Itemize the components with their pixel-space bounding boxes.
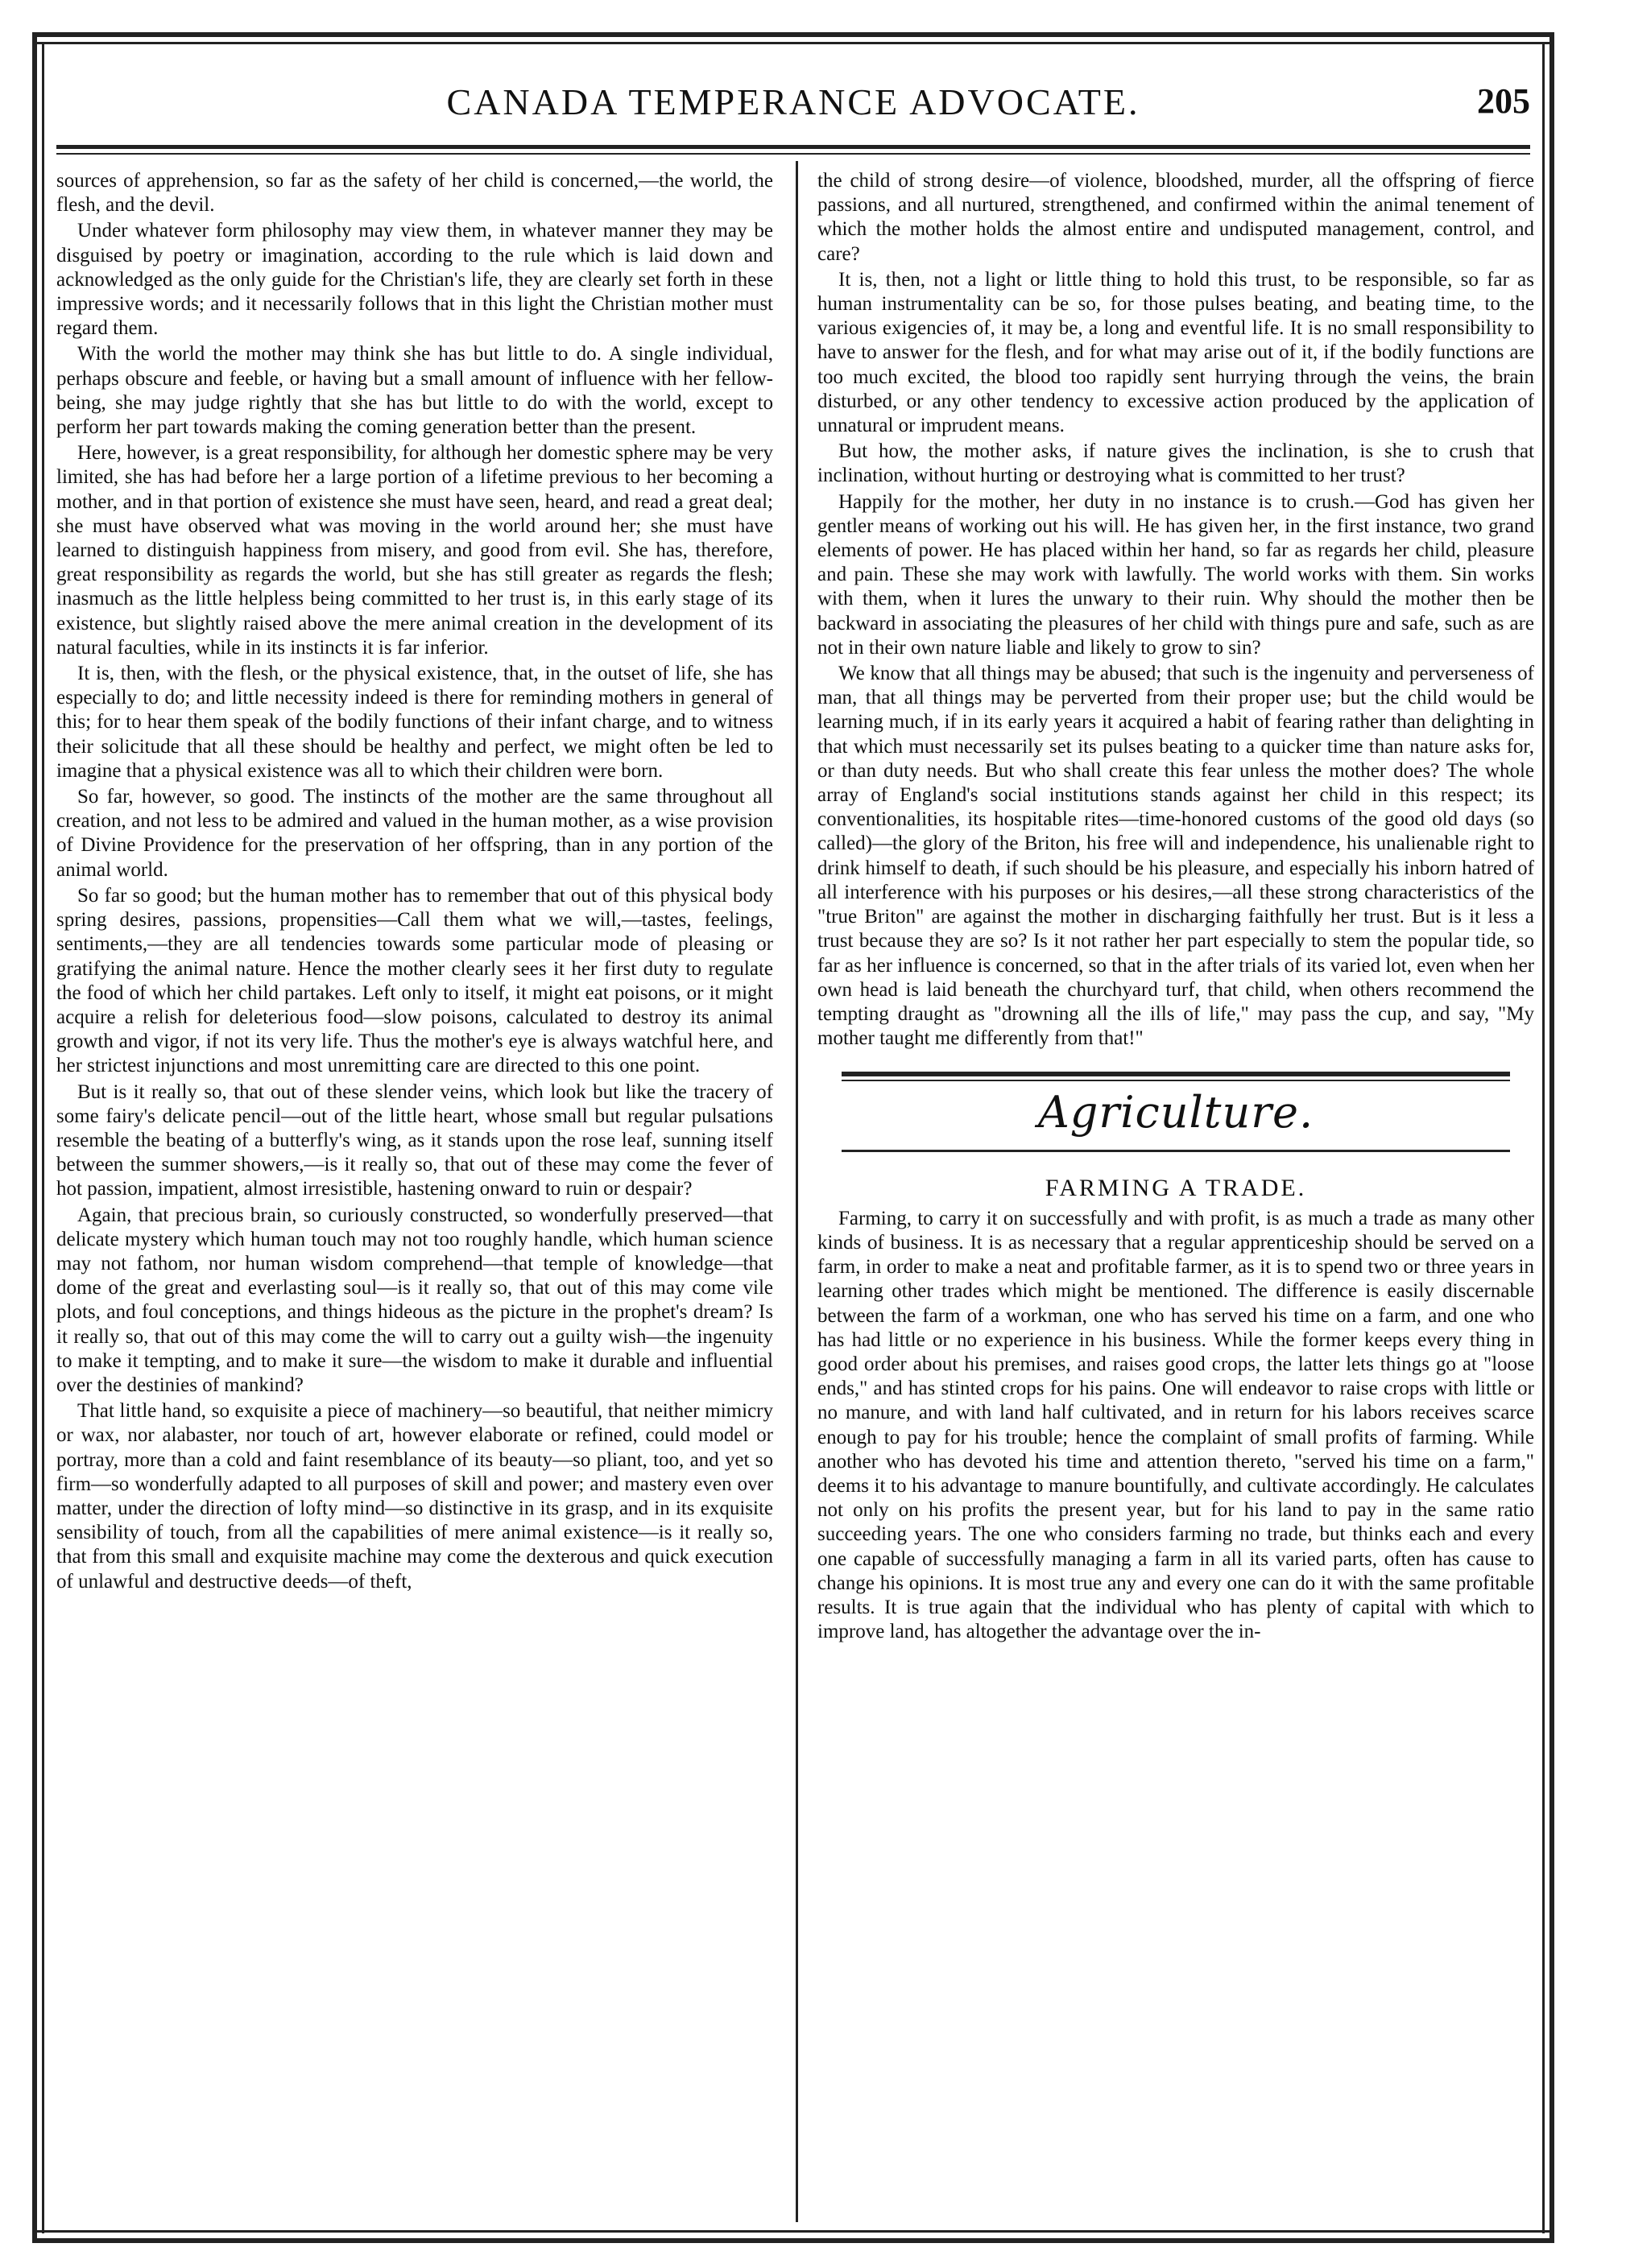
article-paragraph: But how, the mother asks, if nature gives the inclination, is she to crush that inclination, without hurting or destroying what is committed to her trust? <box>817 440 1534 487</box>
page-number: 205 <box>1477 81 1530 121</box>
page-header <box>56 81 1530 137</box>
publication-title: CANADA TEMPERANCE ADVOCATE. <box>446 81 1140 122</box>
article-paragraph: Here, however, is a great responsibility, for although her domestic sphere may be very limited, she has had before her a large portion of a lifetime previous to her becoming a mother, and in that portion of existence she must have seen, heard, and read a great deal; she must have observed what was moving in the world around her; she must have learned to distinguish happiness from misery, and good from evil. She has, therefore, great responsibility as regards the world, but she has still greater as regards the flesh; inasmuch as the little helpless being committed to her trust is, in this early stage of its existence, but slightly raised above the mere animal creation in the development of its natural faculties, while in its instincts it is far inferior. <box>56 442 773 659</box>
article-paragraph: That little hand, so exquisite a piece of machinery—so beautiful, that neither mimicry or wax, nor alabaster, nor touch of art, however elaborate or refined, could model or portray, more than a cold and faint resemblance of its beauty—so pliant, too, and yet so firm—so wonderfully adapted to all purposes of skill and power; and mastery even over matter, under the direction of lofty mind—so distinctive in its grasp, and in its exquisite sensibility of touch, from all the capabilities of mere animal existence—is it really so, that from this small and exquisite machine may come the dexterous and quick execution of unlawful and destructive deeds—of theft, <box>56 1400 773 1593</box>
article-paragraph: So far so good; but the human mother has to remember that out of this physical body spring desires, passions, propensities—Call them what we will,—tastes, feelings, sentiments,—they are all tendencies towards some particular mode of pleasing or gratifying the animal nature. Hence the mother clearly sees it her first duty to regulate the food of which her child partakes. Left only to itself, it might eat poisons, or it might acquire a relish for deleterious food—slow poisons, calculated to destroy its animal growth and vigor, if not its very life. Thus the mother's eye is always watchful here, and her strictest injunctions and most unremitting care are directed to this one point. <box>56 884 773 1077</box>
right-column <box>817 169 1534 2214</box>
article-paragraph: It is, then, not a light or little thing to hold this trust, to be responsible, so far as human instrumentality can be so, for those pulses beating, and beating time, to the various exigencies of, it may be, a long and eventful life. It is no small responsibility to have to answer for the flesh, and for what may arise out of it, if the bodily functions are too much excited, the blood too rapidly sent hurrying through the veins, the brain disturbed, or any other tendency to excessive action produced by the application of unnatural or imprudent means. <box>817 268 1534 437</box>
header-rule <box>56 153 1530 155</box>
column-divider <box>796 161 798 2222</box>
article-paragraph: It is, then, with the flesh, or the physical existence, that, in the outset of life, she has especially to do; and little necessity indeed is there for reminding mothers in general of this; for to hear them speak of the bodily functions of their infant charge, and to witness their solicitude that all these should be healthy and perfect, we might often be led to imagine that a physical existence was all to which their children were born. <box>56 663 773 782</box>
article-paragraph: Under whatever form philosophy may view them, in whatever manner they may be disguised by poetry or imagination, according to the rule which is laid down and acknowledged as the only guide for the Christian's life, they are clearly set forth in these impressive words; and it necessarily follows that in this light the Christian mother must regard them. <box>56 220 773 340</box>
border-rule <box>32 2230 1554 2233</box>
article-title: FARMING A TRADE. <box>1045 1174 1307 1201</box>
article-paragraph: sources of apprehension, so far as the safety of her child is concerned,—the world, the flesh, and the devil. <box>56 170 773 217</box>
article-paragraph: the child of strong desire—of violence, bloodshed, murder, all the offspring of fierce passions, and all nurtured, strengthened, and confirmed within the animal tenement of which the mother holds the almost entire and undisputed management, control, and care? <box>817 170 1534 265</box>
section-heading: Agriculture. <box>1037 1087 1314 1138</box>
article-paragraph: With the world the mother may think she has but little to do. A single individual, perhaps obscure and feeble, or having but a small amount of influence with her fellow-being, she may judge rightly that she has but little to do with the world, except to perform her part towards making the coming generation better than the present. <box>56 343 773 439</box>
section-rule <box>842 1150 1510 1152</box>
border-rule <box>42 42 44 2233</box>
border-rule <box>32 42 1554 44</box>
section-rule <box>842 1080 1510 1081</box>
article-paragraph: Happily for the mother, her duty in no instance is to crush.—God has given her gentler means of working out his will. He has given her, in the first instance, two grand elements of power. He has placed within her hand, so far as regards her child, pleasure and pain. These she may work with lawfully. The world works with them. Sin works with them, when it lures the unwary to their ruin. Why should the mother then be backward in associating the pleasures of her child with things pure and safe, such as are not in their own nature liable and likely to grow to sin? <box>817 490 1534 659</box>
header-rule <box>56 145 1530 149</box>
article-paragraph: Farming, to carry it on successfully and with profit, is as much a trade as many other kinds of business. It is as necessary that a regular apprenticeship should be served on a farm, in order to make a neat and profitable farmer, as it is to spend two or three years in learning other trades which might be mentioned. The difference is easily discernable between the farm of a workman, one who has served his time on a farm, and one who has had little or no experience in his business. While the former keeps every thing in good order about his premises, and raises good crops, the latter lets things go at "loose ends," and has stinted crops for his pains. One will endeavor to raise crops with little or no manure, and with land half cultivated, and in return for his labors receives scarce enough to pay for his trouble; hence the complaint of small profits of farming. While another who has devoted his time and attention thereto, "served his time on a farm," deems it to his advantage to manure bountifully, and cultivate accordingly. He calculates not only on his profits the present year, but for his land to pay in the same ratio succeeding years. The one who considers farming no trade, but thinks each and every one capable of successfully managing a farm in all its varied parts, often has cause to change his opinions. It is most true any and every one can do it with the same profitable results. It is true again that the individual who has plenty of capital with which to improve land, has altogether the advantage over the in- <box>817 1207 1534 1643</box>
section-rule <box>842 1072 1510 1076</box>
border-rule <box>1542 42 1545 2233</box>
newspaper-page <box>32 32 1554 2238</box>
left-column <box>56 169 773 2214</box>
article-paragraph: So far, however, so good. The instincts of the mother are the same throughout all creation, and not less to be admired and valued in the human mother, as a wise provision of Divine Providence for the preservation of her offspring, than in any portion of the animal world. <box>56 786 773 881</box>
border-rule <box>32 32 1554 37</box>
border-rule <box>32 32 37 2243</box>
border-rule <box>1549 32 1554 2243</box>
border-rule <box>32 2238 1554 2243</box>
article-paragraph: We know that all things may be abused; that such is the ingenuity and perverseness of man, that all things may be perverted from their proper use; but the child would be learning much, if in its early years it acquired a habit of fearing rather than delighting in that which must necessarily set its pulses beating to a quicker time than nature asks for, or than duty needs. But who shall create this fear unless the mother does? The whole array of England's social institutions stands against her child in this respect; its conventionalities, its hospitable rites—time-honored customs of the good old days (so called)—the glory of the Briton, his free will and independence, his unalienable right to drink himself to death, if such should be his pleasure, and especially his inborn hatred of all interference with his purposes or his desires,—all these strong characteristics of the "true Briton" are against the mother in discharging faithfully her trust. But is it less a trust because they are so? Is it not rather her part especially to stem the popular tide, so far as her influence is concerned, so that in the after trials of its varied lot, even when her own head is laid beneath the churchyard turf, that child, when others recommend the tempting draught as "drowning all the ills of life," may pass the cup, and say, "My mother taught me differently from that!" <box>817 663 1534 1050</box>
article-paragraph: Again, that precious brain, so curiously constructed, so wonderfully preserved—that delicate mystery which human touch may not too roughly handle, which human science may not fathom, nor human wisdom comprehend—that temple of knowledge—that dome of the great and everlasting soul—is it really so, that out of this may come vile plots, and foul conceptions, and things hideous as the picture in the prophet's dream? Is it really so, that out of this may come the will to carry out a guilty wish—the ingenuity to make it tempting, and to make it sure—the wisdom to make it durable and influential over the destinies of mankind? <box>56 1204 773 1396</box>
article-paragraph: But is it really so, that out of these slender veins, which look but like the tracery of some fairy's delicate pencil—out of the little heart, whose small but regular pulsations resemble the beating of a butterfly's wing, as it stands upon the rose leaf, sunning itself between the summer showers,—is it really so, that out of these may come the fever of hot passion, impatient, almost irresistible, hastening onward to ruin or despair? <box>56 1080 773 1200</box>
